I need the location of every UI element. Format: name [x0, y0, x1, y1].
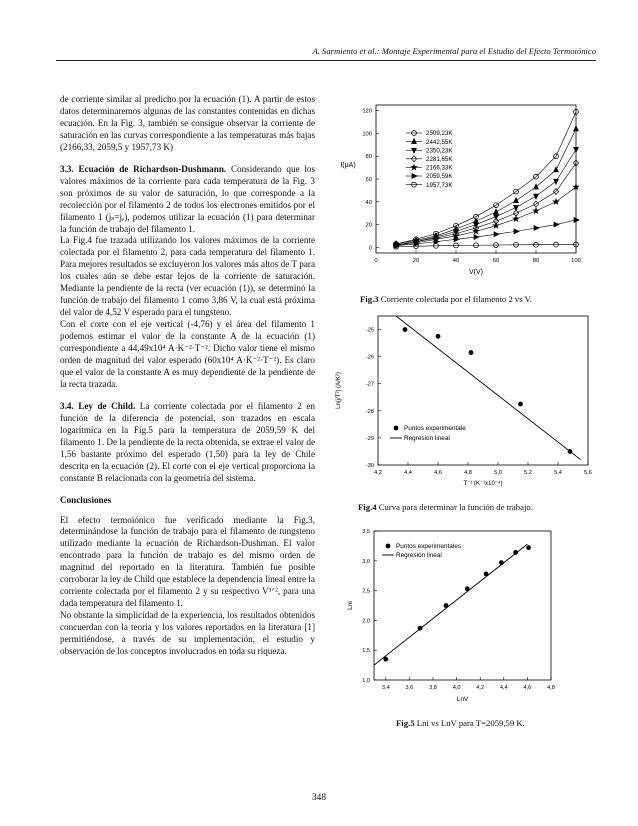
- legend-marker: [394, 426, 399, 431]
- data-point: [534, 194, 539, 199]
- data-point: [534, 226, 539, 231]
- y-tick-label: 80: [365, 154, 372, 161]
- section-3-3-text: Considerando que los valores máximos de la corriente para cada temperatura de la Fig. 3 son próximos de su valor de saturación, lo que corresponde a la recolección por el filamento 2 de todos los electrones emitidos por el filamento 1 (jₛ=jₑ), podemos utilizar la ecuación (1) para determinar la función de trabajo del filamento 1.: [60, 163, 315, 234]
- legend-marker: [411, 165, 416, 170]
- series-line: [396, 112, 576, 244]
- figure-4-caption-text: Curva para determinar la función de trabajo.: [376, 502, 533, 512]
- legend-label: Puntos experimentales: [396, 543, 462, 551]
- header-title: Montaje Experimental para el Estudio del Efecto Termoiónico: [379, 46, 596, 56]
- x-tick-label: 4,6: [434, 470, 442, 476]
- x-tick-label: 3,6: [405, 685, 414, 691]
- x-axis-label: LnV: [456, 696, 469, 703]
- data-point: [514, 198, 519, 203]
- y-tick-label: 120: [362, 108, 372, 115]
- data-point: [499, 560, 504, 565]
- data-point: [465, 586, 470, 591]
- regression-line: [374, 544, 527, 665]
- y-tick-label: -26: [365, 354, 374, 361]
- series-line: [396, 163, 576, 245]
- y-tick-label: 40: [365, 199, 372, 206]
- figure-4-chart: [326, 312, 596, 497]
- x-tick-label: 3,8: [429, 685, 437, 691]
- data-point: [474, 235, 479, 240]
- x-tick-label: 40: [452, 258, 460, 264]
- x-tick-label: 4,8: [547, 685, 555, 691]
- y-tick-label: 1,5: [362, 648, 370, 655]
- legend-label: 2350,23K: [426, 147, 453, 155]
- legend-label: 2442,55K: [426, 138, 453, 146]
- x-tick-label: 4,4: [499, 685, 508, 691]
- data-point: [574, 126, 579, 131]
- conclusions-paragraph-2: No obstante la simplicidad de la experiencia, los resultados obtenidos concuerdan con la teoría y los valores reportados en la literatura [1] permitiéndose, a través de su implementación, el estudio y observación de los conceptos involucrados en toda su riqueza.: [60, 610, 315, 656]
- data-point: [534, 184, 539, 189]
- x-tick-label: 80: [532, 258, 540, 264]
- x-tick-label: 5,4: [554, 470, 562, 476]
- section-3-4-text: La corriente colectada por el filamento 2 en función de la diferencia de potencial, son trazados en escala logarítmica en la Fig.5 para la temperatura de 2059,59 K del filamento 1. De la pendiente de la recta obtenida, se extrae el valor de 1,56 bastante próximo del esperado (1,50) para la ley de Chile descrita en la ecuación (2). El corte con el eje vertical proporciona la constante B relacionada con la geometría del sistema.: [60, 400, 315, 483]
- x-tick-label: 100: [571, 258, 581, 264]
- paragraph-constant-a: Con el corte con el eje vertical (-4,76) y el área del filamento 1 podemos estimar el valor de la constante A de la ecuación (1) correspondiente a 44,49x10⁴ A·K⁻²·T⁻². Dicho valor tiene el mismo orden de magnitud del valor esperado (60x10⁴ A·K⁻²·T⁻²). Es claro que el valor de la constante A es muy dependiente de la pendiente de la recta trazada.: [60, 319, 315, 389]
- x-tick-label: 4,2: [476, 685, 485, 691]
- legend-marker: [412, 139, 417, 144]
- x-tick-label: 5,0: [494, 470, 502, 476]
- figure-5-caption: [396, 718, 525, 728]
- x-axis-label: T⁻¹ (K⁻¹x10⁻⁴): [463, 481, 503, 487]
- figure-4-label: Fig.4: [358, 502, 377, 512]
- data-point: [494, 209, 499, 214]
- legend-marker: [412, 174, 417, 179]
- y-tick-label: 0: [368, 245, 372, 252]
- header-authors: A. Sarmiento: [312, 46, 360, 56]
- x-tick-label: 5,2: [524, 470, 532, 476]
- data-point: [553, 199, 558, 204]
- header-rule: [56, 60, 596, 61]
- data-point: [469, 350, 474, 355]
- data-point: [574, 218, 579, 223]
- figure-3-label: Fig.3: [360, 294, 379, 304]
- y-axis-label: Ln(j/T²) (A/K²): [336, 372, 342, 409]
- y-tick-label: -30: [365, 463, 374, 469]
- x-tick-label: 20: [412, 258, 420, 264]
- legend-label: 1957,73K: [426, 181, 453, 189]
- data-point: [514, 229, 519, 234]
- data-point: [554, 222, 559, 227]
- x-tick-label: 4,8: [464, 470, 472, 476]
- figure-3-caption-text: Corriente colectada por el filamento 2 vs V.: [378, 294, 532, 304]
- data-point: [518, 402, 523, 407]
- left-column: [60, 94, 315, 658]
- legend-label: Regresión lineal: [396, 552, 442, 560]
- legend-marker: [412, 148, 417, 153]
- x-tick-label: 3,4: [381, 685, 390, 691]
- section-3-3-heading: 3.3. Ecuación de Richardson-Dushmann.: [60, 163, 227, 174]
- legend-label: 2166,33K: [426, 164, 453, 172]
- data-point: [533, 208, 538, 213]
- y-tick-label: -28: [365, 408, 374, 415]
- y-tick-label: 1,0: [362, 678, 370, 684]
- y-tick-label: 20: [365, 222, 372, 229]
- figure-3-chart: [326, 95, 596, 290]
- y-tick-label: -27: [365, 381, 374, 388]
- y-axis-label: Lni: [347, 601, 354, 610]
- legend-label: Puntos experimentale: [404, 425, 466, 433]
- data-point: [436, 334, 441, 339]
- x-tick-label: 60: [492, 258, 500, 264]
- legend-label: 2281,65K: [426, 156, 453, 163]
- plot-frame: [378, 316, 588, 465]
- y-axis-label: I(μA): [340, 162, 356, 169]
- page-number: 348: [311, 793, 327, 803]
- data-point: [418, 626, 423, 631]
- data-point: [513, 550, 518, 555]
- figure-5-caption-text: Lni vs LnV para T=2059,59 K.: [414, 718, 525, 728]
- x-tick-label: 4,6: [523, 685, 532, 691]
- y-tick-label: 100: [362, 131, 372, 138]
- data-point: [568, 449, 573, 454]
- legend-label: 2509,23K: [426, 130, 453, 138]
- data-point: [494, 232, 499, 237]
- y-tick-label: -29: [365, 435, 374, 442]
- y-tick-label: 60: [365, 177, 372, 183]
- y-tick-label: 3,5: [362, 529, 370, 535]
- paragraph-intro: de corriente similar al predicho por la ecuación (1). A partir de estos datos determinaremos algunas de las constantes contenidas en dichas ecuación. En la Fig. 3, también se consigue observar la corriente de saturación en las curvas correspondiente a las temperaturas más bajas (2166,33, 2059,5 y 1957,73 K): [60, 94, 315, 152]
- series-line: [396, 244, 576, 246]
- legend-label: 2059,59K: [426, 173, 453, 181]
- conclusions-heading: Conclusiones: [60, 494, 112, 505]
- x-tick-label: 4,4: [404, 470, 412, 476]
- paragraph-fig4: La Fig.4 fue trazada utilizando los valores máximos de la corriente colectada por el filamento 2, para cada temperatura del filamento 1. Para mejores resultados se excluyeron los valores más altos de T para los cuales aún se debe estar lejos de la corriente de saturación. Mediante la pendiente de la recta (ver ecuación (1)), se determinó la función de trabajo del filamento 1 como 3,86 V, la cual está próxima del valor de 4,52 V esperado para el tungsteno.: [60, 235, 315, 318]
- data-point: [493, 223, 498, 228]
- data-point: [403, 327, 408, 332]
- data-point: [444, 603, 449, 608]
- legend-marker: [386, 544, 391, 549]
- x-tick-label: 5,6: [584, 470, 592, 476]
- section-3-3: [60, 164, 315, 236]
- x-axis-label: V(V): [469, 269, 483, 276]
- figure-3-caption: [360, 294, 532, 304]
- data-point: [554, 179, 559, 184]
- conclusions-paragraph-1: El efecto termoiónico fue verificado mediante la Fig.3, determinándose la función de trabajo para el filamento de tungsteno utilizado mediante la ecuación de Richardson-Dushman. El valor encontrado para la función de trabajo es del mismo orden de magnitud del reportado en la literatura. También fue posible corroborar la ley de Child que establece la dependencia lineal entre la corriente colectada por el filamento 2 y su respectivo V³ᐟ², para una dada temperatura del filamento 1.: [60, 514, 315, 609]
- section-3-4: [60, 401, 315, 485]
- x-tick-label: 4,0: [452, 685, 461, 691]
- data-point: [484, 572, 489, 577]
- y-tick-label: -25: [365, 327, 374, 334]
- y-tick-label: 2,0: [362, 618, 370, 625]
- figure-5-label: Fig.5: [396, 718, 415, 728]
- x-tick-label: 4,2: [374, 470, 382, 476]
- data-point: [526, 545, 531, 550]
- data-point: [554, 167, 559, 172]
- data-point: [513, 216, 518, 221]
- y-tick-label: 2,5: [362, 588, 370, 595]
- section-3-4-heading: 3.4. Ley de Child.: [60, 400, 136, 411]
- running-header: [313, 46, 596, 56]
- figure-4-caption: [358, 502, 533, 512]
- figure-5-chart: [326, 526, 596, 716]
- x-tick-label: 0: [374, 258, 378, 264]
- header-etal: et al.:: [359, 46, 380, 56]
- legend-label: Regresión lineal: [404, 435, 450, 443]
- data-point: [383, 657, 388, 662]
- y-tick-label: 3,0: [362, 558, 370, 565]
